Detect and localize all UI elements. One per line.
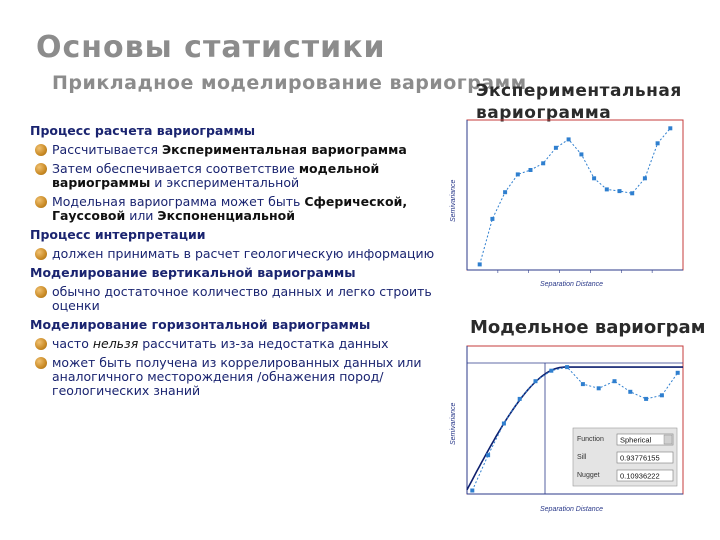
- model-experimental-point: [486, 453, 490, 457]
- y-axis-title: Semivariance: [450, 402, 457, 445]
- bullet-item: [30, 143, 440, 157]
- bullet-text: может быть получена из коррелированных данных или аналогичного месторождения /обнажения пород/геологических знаний: [52, 355, 422, 398]
- bullet-text: Затем обеспечивается соответствие: [52, 161, 299, 176]
- experimental-series-line: [480, 128, 671, 264]
- bullet-text: и экспериментальной: [150, 175, 300, 190]
- bullet-item: [30, 285, 440, 313]
- experimental-point: [592, 176, 596, 180]
- nugget-label: Nugget: [577, 472, 600, 479]
- section-title: Моделирование вертикальной вариограммы: [30, 265, 356, 280]
- model-experimental-point: [597, 386, 601, 390]
- model-experimental-point: [518, 397, 522, 401]
- bullet-text: обычно достаточное количество данных и легко строить оценки: [52, 284, 432, 313]
- function-label: Function: [577, 436, 604, 443]
- experimental-variogram-plot: [445, 112, 695, 294]
- model-experimental-point: [628, 390, 632, 394]
- bullet-icon: [35, 338, 47, 350]
- section-title: Процесс расчета вариограммы: [30, 123, 256, 138]
- experimental-point: [490, 217, 494, 221]
- plot-frame: [467, 120, 683, 270]
- experimental-point: [554, 146, 558, 150]
- bullet-item: [30, 337, 440, 351]
- model-experimental-point: [502, 422, 506, 426]
- bullet-item: [30, 162, 440, 190]
- model-experimental-point: [534, 379, 538, 383]
- bullet-icon: [35, 163, 47, 175]
- bullet-emphasis: Экспоненциальной: [157, 208, 295, 223]
- experimental-point: [516, 172, 520, 176]
- bullet-item: [30, 247, 440, 261]
- bullet-emphasis: модельной вариограммы: [52, 161, 380, 190]
- experimental-point: [605, 187, 609, 191]
- model-variogram-plot: [445, 340, 695, 520]
- sill-value: 0.93776155: [620, 453, 660, 463]
- nugget-value: 0.10936222: [620, 471, 660, 481]
- experimental-point: [503, 190, 507, 194]
- experimental-point: [668, 126, 672, 130]
- chevron-down-icon[interactable]: [664, 435, 672, 444]
- bullet-emphasis: нельзя: [92, 336, 139, 351]
- experimental-variogram-svg: [445, 112, 695, 294]
- bullet-text: Модельная вариограмма может быть: [52, 194, 305, 209]
- bullet-text: Рассчитывается: [52, 142, 162, 157]
- experimental-point: [643, 176, 647, 180]
- model-experimental-point: [676, 371, 680, 375]
- experimental-point: [630, 191, 634, 195]
- bullet-icon: [35, 286, 47, 298]
- model-experimental-point: [565, 365, 569, 369]
- bullet-icon: [35, 357, 47, 369]
- model-experimental-point: [549, 369, 553, 373]
- page-title: Основы статистики: [36, 30, 386, 65]
- main-content: [30, 120, 440, 403]
- model-experimental-point: [470, 489, 474, 493]
- experimental-point: [567, 137, 571, 141]
- model-experimental-point: [660, 393, 664, 397]
- bullet-icon: [35, 144, 47, 156]
- bullet-icon: [35, 248, 47, 260]
- experimental-point: [529, 168, 533, 172]
- model-heading: Модельное вариограм: [470, 317, 706, 338]
- section-title: Моделирование горизонтальной вариограммы: [30, 317, 371, 332]
- bullet-text: часто: [52, 336, 93, 351]
- y-axis-title: Semivariance: [450, 179, 457, 222]
- page-subtitle: Прикладное моделирование вариограмм: [52, 72, 527, 94]
- experimental-heading-line-2: вариограмма: [476, 103, 612, 123]
- function-value: Spherical: [620, 435, 652, 445]
- bullet-item: [30, 195, 440, 223]
- model-experimental-point: [581, 382, 585, 386]
- experimental-point: [478, 262, 482, 266]
- bullet-text: должен принимать в расчет геологическую информацию: [52, 246, 435, 261]
- model-experimental-point: [613, 379, 617, 383]
- bullet-emphasis: Сферической, Гауссовой: [52, 194, 408, 223]
- x-axis-title: Separation Distance: [540, 506, 604, 513]
- model-parameters-panel: [573, 428, 677, 486]
- experimental-point: [541, 161, 545, 165]
- model-variogram-svg: [445, 340, 695, 520]
- experimental-heading-line-1: Экспериментальная: [476, 81, 682, 101]
- experimental-point: [579, 152, 583, 156]
- bullet-item: [30, 356, 440, 398]
- model-experimental-point: [644, 397, 648, 401]
- sill-label: Sill: [577, 454, 587, 461]
- experimental-point: [656, 141, 660, 145]
- x-axis-title: Separation Distance: [540, 281, 604, 288]
- bullet-emphasis: Экспериментальная вариограмма: [161, 142, 407, 157]
- bullet-text: рассчитать из-за недостатка данных: [138, 336, 389, 351]
- experimental-point: [618, 189, 622, 193]
- section-title: Процесс интерпретации: [30, 227, 206, 242]
- bullet-icon: [35, 196, 47, 208]
- bullet-text: или: [125, 208, 158, 223]
